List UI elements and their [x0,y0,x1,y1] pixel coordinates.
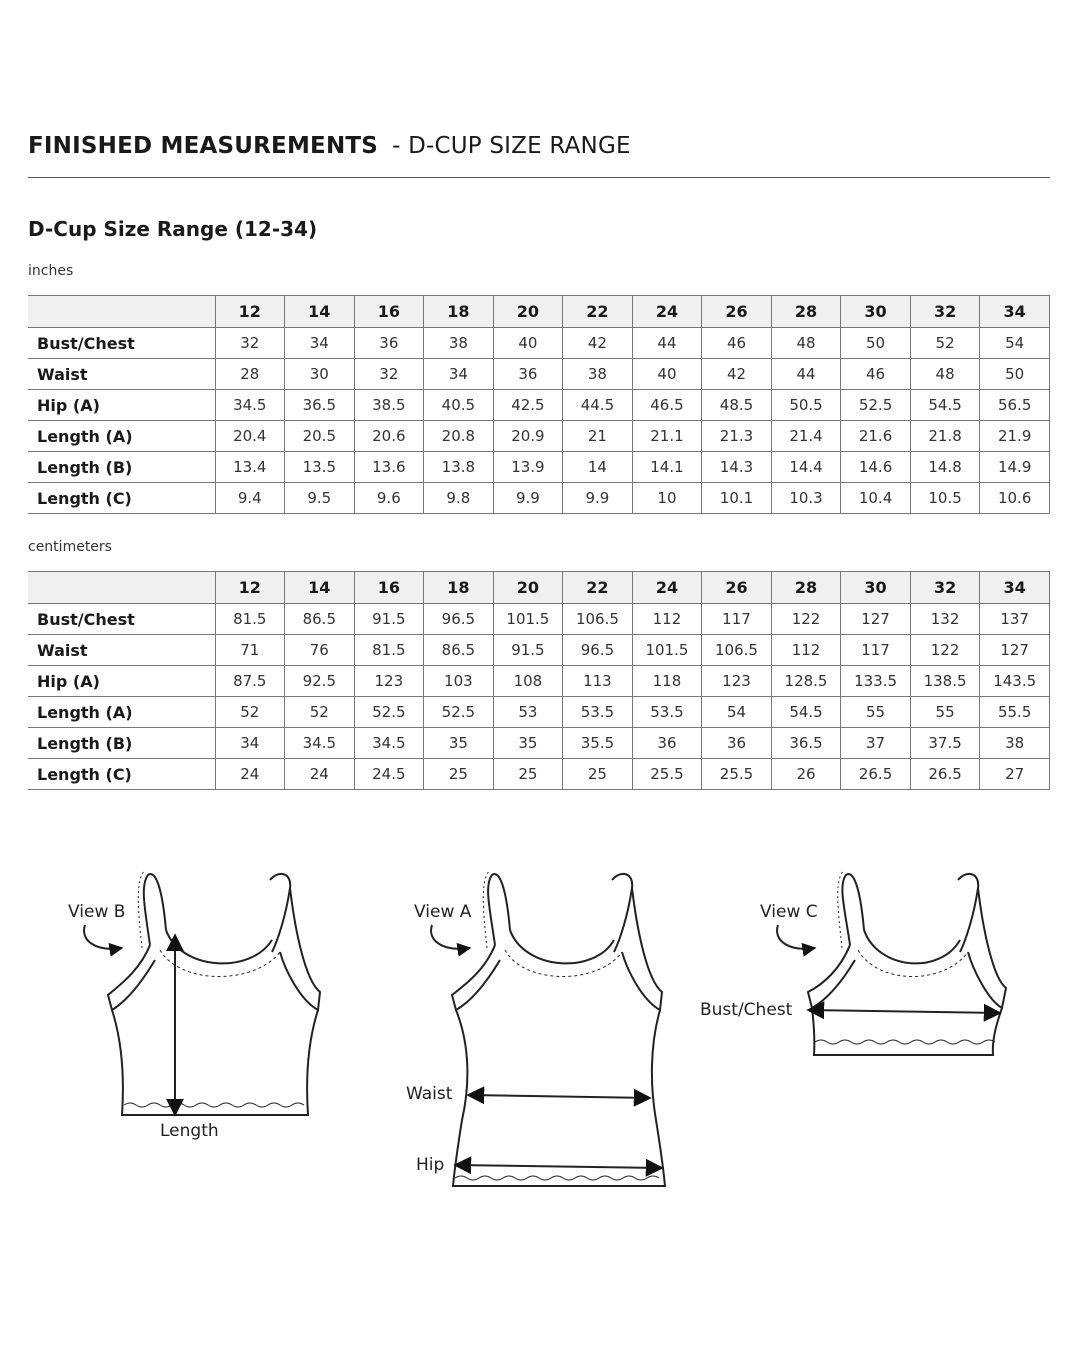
measurement-cell: 81.5 [354,635,424,666]
hip-label: Hip [416,1155,445,1175]
measurement-cell: 96.5 [563,635,633,666]
row-label: Bust/Chest [28,604,215,635]
measurement-cell: 9.9 [563,483,633,514]
measurement-cell: 96.5 [424,604,494,635]
measurement-cell: 71 [215,635,285,666]
measurement-cell: 14.3 [702,452,772,483]
measurement-cell: 38 [563,359,633,390]
table-row [28,452,1050,483]
measurement-cell: 25 [563,759,633,790]
measurement-cell: 25.5 [632,759,702,790]
measurement-cell: 81.5 [215,604,285,635]
measurement-cell: 36.5 [771,728,841,759]
measurement-cell: 54 [702,697,772,728]
measurement-cell: 123 [702,666,772,697]
size-header: 18 [424,572,494,604]
measurement-cell: 87.5 [215,666,285,697]
measurement-cell: 38 [980,728,1050,759]
measurement-cell: 127 [841,604,911,635]
table-row [28,483,1050,514]
measurement-cell: 52.5 [424,697,494,728]
measurement-cell: 42.5 [493,390,563,421]
measurement-cell: 35 [424,728,494,759]
size-table-centimeters [28,571,1050,790]
measurement-cell: 50 [841,328,911,359]
measurement-cell: 53 [493,697,563,728]
view-a-label: View A [414,902,472,922]
measurement-cell: 26 [771,759,841,790]
table-header-row [28,296,1050,328]
measurement-cell: 26.5 [841,759,911,790]
page-header [28,133,1050,159]
view-b-label: View B [68,902,126,922]
row-label: Bust/Chest [28,328,215,359]
measurement-cell: 48 [771,328,841,359]
table-row [28,666,1050,697]
size-header: 26 [702,296,772,328]
measurement-cell: 10.6 [980,483,1050,514]
table-row [28,359,1050,390]
measurement-cell: 44.5 [563,390,633,421]
measurement-cell: 50.5 [771,390,841,421]
measurement-cell: 27 [980,759,1050,790]
measurement-cell: 10.5 [910,483,980,514]
measurement-cell: 20.4 [215,421,285,452]
title-light: - D-CUP SIZE RANGE [392,133,631,159]
row-label: Length (C) [28,759,215,790]
header-divider [28,177,1050,178]
measurement-cell: 36 [632,728,702,759]
measurement-cell: 112 [632,604,702,635]
section-subtitle: D-Cup Size Range (12-34) [28,217,318,241]
measurement-cell: 34.5 [215,390,285,421]
unit-label-centimeters: centimeters [28,539,112,555]
measurement-cell: 46.5 [632,390,702,421]
measurement-cell: 101.5 [493,604,563,635]
garment-diagrams [0,860,1080,1200]
measurement-cell: 52 [910,328,980,359]
measurement-cell: 36 [354,328,424,359]
measurement-cell: 54 [980,328,1050,359]
size-header: 24 [632,296,702,328]
row-label: Length (C) [28,483,215,514]
measurement-cell: 14.9 [980,452,1050,483]
measurement-cell: 34 [424,359,494,390]
measurement-cell: 128.5 [771,666,841,697]
unit-label-inches: inches [28,263,74,279]
measurement-cell: 101.5 [632,635,702,666]
measurement-cell: 14 [563,452,633,483]
measurement-cell: 108 [493,666,563,697]
measurement-cell: 9.8 [424,483,494,514]
measurement-cell: 42 [702,359,772,390]
measurement-cell: 118 [632,666,702,697]
measurement-cell: 21.6 [841,421,911,452]
measurement-cell: 13.4 [215,452,285,483]
size-header: 22 [563,296,633,328]
measurement-cell: 24 [215,759,285,790]
table-row [28,759,1050,790]
measurement-cell: 20.8 [424,421,494,452]
measurement-cell: 76 [285,635,355,666]
size-header: 16 [354,572,424,604]
measurement-cell: 46 [702,328,772,359]
measurement-cell: 25 [493,759,563,790]
row-label: Waist [28,359,215,390]
measurement-cell: 34.5 [285,728,355,759]
measurement-cell: 20.5 [285,421,355,452]
measurement-cell: 53.5 [632,697,702,728]
header-corner-cell [28,572,215,604]
measurement-cell: 13.8 [424,452,494,483]
measurement-cell: 40 [493,328,563,359]
measurement-cell: 10.4 [841,483,911,514]
measurement-cell: 14.1 [632,452,702,483]
measurement-cell: 34.5 [354,728,424,759]
measurement-cell: 28 [215,359,285,390]
measurement-cell: 54.5 [910,390,980,421]
waist-label: Waist [406,1084,453,1104]
measurement-cell: 9.9 [493,483,563,514]
measurement-cell: 86.5 [285,604,355,635]
measurement-cell: 103 [424,666,494,697]
size-header: 26 [702,572,772,604]
row-label: Length (A) [28,697,215,728]
measurement-cell: 25 [424,759,494,790]
measurement-cell: 13.5 [285,452,355,483]
size-header: 28 [771,296,841,328]
measurement-cell: 53.5 [563,697,633,728]
measurement-cell: 35.5 [563,728,633,759]
measurement-cell: 123 [354,666,424,697]
measurement-cell: 21.4 [771,421,841,452]
measurement-cell: 55 [910,697,980,728]
measurement-cell: 37 [841,728,911,759]
measurement-cell: 86.5 [424,635,494,666]
row-label: Waist [28,635,215,666]
measurement-cell: 106.5 [563,604,633,635]
measurement-cell: 20.9 [493,421,563,452]
size-header: 12 [215,572,285,604]
length-label: Length [160,1121,219,1141]
table-row [28,728,1050,759]
size-table-inches [28,295,1050,514]
size-header: 34 [980,572,1050,604]
measurement-cell: 42 [563,328,633,359]
table-row [28,635,1050,666]
size-header: 28 [771,572,841,604]
measurement-cell: 44 [771,359,841,390]
title-bold: FINISHED MEASUREMENTS [28,133,379,159]
measurement-cell: 36.5 [285,390,355,421]
table-row [28,697,1050,728]
measurement-cell: 10.3 [771,483,841,514]
measurement-cell: 35 [493,728,563,759]
size-header: 30 [841,572,911,604]
table-header-row [28,572,1050,604]
size-header: 22 [563,572,633,604]
measurement-cell: 32 [354,359,424,390]
measurement-cell: 26.5 [910,759,980,790]
size-header: 32 [910,572,980,604]
measurement-cell: 20.6 [354,421,424,452]
table-row [28,421,1050,452]
measurement-cell: 122 [771,604,841,635]
measurement-cell: 13.6 [354,452,424,483]
measurement-cell: 91.5 [493,635,563,666]
size-header: 34 [980,296,1050,328]
measurement-cell: 46 [841,359,911,390]
measurement-cell: 9.4 [215,483,285,514]
measurement-cell: 34 [215,728,285,759]
size-header: 20 [493,572,563,604]
size-header: 30 [841,296,911,328]
measurement-cell: 10.1 [702,483,772,514]
size-header: 20 [493,296,563,328]
measurement-cell: 38.5 [354,390,424,421]
table-row [28,328,1050,359]
measurement-cell: 137 [980,604,1050,635]
header-corner-cell [28,296,215,328]
measurement-cell: 40 [632,359,702,390]
size-header: 12 [215,296,285,328]
measurement-cell: 34 [285,328,355,359]
measurement-cell: 133.5 [841,666,911,697]
measurement-cell: 14.4 [771,452,841,483]
measurement-cell: 91.5 [354,604,424,635]
measurement-cell: 143.5 [980,666,1050,697]
measurement-cell: 21 [563,421,633,452]
measurement-cell: 52 [215,697,285,728]
measurement-cell: 13.9 [493,452,563,483]
table-row [28,604,1050,635]
table-row [28,390,1050,421]
measurement-cell: 21.1 [632,421,702,452]
measurement-cell: 36 [493,359,563,390]
measurement-cell: 52.5 [841,390,911,421]
measurement-cell: 52 [285,697,355,728]
measurement-cell: 117 [702,604,772,635]
measurement-cell: 132 [910,604,980,635]
measurement-cell: 21.9 [980,421,1050,452]
row-label: Hip (A) [28,666,215,697]
bust-chest-label: Bust/Chest [700,1000,793,1020]
measurement-cell: 38 [424,328,494,359]
measurement-cell: 21.3 [702,421,772,452]
page-title [28,133,1050,159]
measurement-cell: 48.5 [702,390,772,421]
measurement-cell: 24.5 [354,759,424,790]
size-header: 14 [285,572,355,604]
row-label: Length (B) [28,452,215,483]
measurement-cell: 92.5 [285,666,355,697]
size-header: 18 [424,296,494,328]
view-c-label: View C [760,902,818,922]
size-header: 14 [285,296,355,328]
measurement-cell: 127 [980,635,1050,666]
measurement-cell: 138.5 [910,666,980,697]
measurement-cell: 48 [910,359,980,390]
measurement-cell: 21.8 [910,421,980,452]
measurement-cell: 50 [980,359,1050,390]
measurement-cell: 30 [285,359,355,390]
measurement-cell: 52.5 [354,697,424,728]
measurement-cell: 56.5 [980,390,1050,421]
row-label: Length (A) [28,421,215,452]
measurement-cell: 122 [910,635,980,666]
measurement-cell: 55.5 [980,697,1050,728]
measurement-cell: 10 [632,483,702,514]
size-header: 32 [910,296,980,328]
measurement-cell: 40.5 [424,390,494,421]
measurement-cell: 36 [702,728,772,759]
row-label: Hip (A) [28,390,215,421]
measurement-cell: 44 [632,328,702,359]
measurement-cell: 117 [841,635,911,666]
measurement-cell: 24 [285,759,355,790]
view-c-diagram [777,870,1006,1055]
size-header: 16 [354,296,424,328]
measurement-cell: 14.6 [841,452,911,483]
measurement-cell: 37.5 [910,728,980,759]
measurement-cell: 55 [841,697,911,728]
row-label: Length (B) [28,728,215,759]
measurement-cell: 54.5 [771,697,841,728]
measurement-cell: 106.5 [702,635,772,666]
measurement-cell: 9.5 [285,483,355,514]
measurement-cell: 25.5 [702,759,772,790]
measurement-cell: 32 [215,328,285,359]
size-header: 24 [632,572,702,604]
measurement-cell: 14.8 [910,452,980,483]
measurement-cell: 9.6 [354,483,424,514]
measurement-cell: 112 [771,635,841,666]
measurement-cell: 113 [563,666,633,697]
